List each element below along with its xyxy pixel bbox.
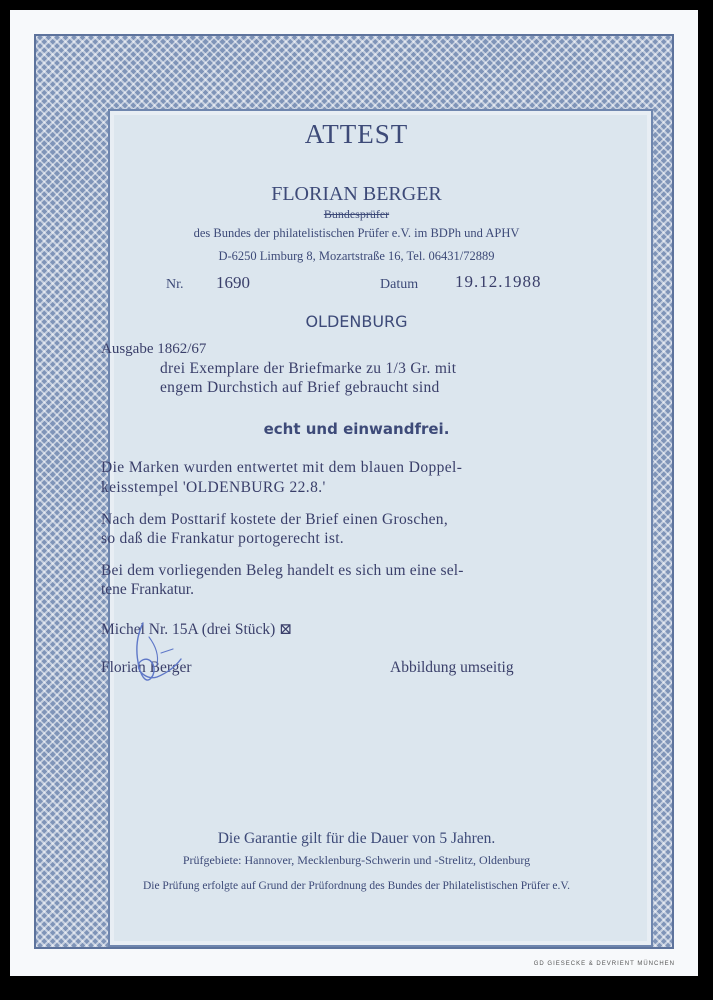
abbildung-note: Abbildung umseitig — [390, 659, 514, 676]
verdict: echt und einwandfrei. — [263, 420, 450, 438]
body-line-2: engem Durchstich auf Brief gebraucht sind — [160, 379, 440, 396]
nr-label: Nr. — [166, 277, 184, 292]
examiner-role: Bundesprüfer — [323, 207, 390, 221]
examiner-address: D-6250 Limburg 8, Mozartstraße 16, Tel. 06431/72889 — [218, 249, 495, 263]
pruefordnung-line: Die Prüfung erfolgte auf Grund der Prüfordnung des Bundes der Philatelistischen Prüfer e.V. — [142, 880, 571, 892]
certificate-title: ATTEST — [304, 119, 409, 149]
paragraph-3a: Bei dem vorliegenden Beleg handelt es sich um eine sel- — [101, 562, 464, 579]
guarantee-line: Die Garantie gilt für die Dauer von 5 Jahren. — [217, 830, 496, 847]
area-heading: OLDENBURG — [305, 312, 408, 331]
examiner-society: des Bundes der philatelistischen Prüfer e.V. im BDPh und APHV — [193, 226, 520, 240]
datum-label: Datum — [380, 277, 419, 292]
paragraph-2a: Nach dem Posttarif kostete der Brief einen Groschen, — [101, 511, 449, 528]
handwritten-signature — [115, 615, 205, 695]
paragraph-1b: keisstempel 'OLDENBURG 22.8.' — [101, 479, 326, 496]
body-line-1: drei Exemplare der Briefmarke zu 1/3 Gr. mit — [160, 360, 457, 377]
paragraph-3b: tene Frankatur. — [101, 581, 194, 598]
paragraph-2b: so daß die Frankatur portogerecht ist. — [101, 530, 344, 547]
michel-catalog-line: Michel Nr. 15A (drei Stück) ⊠ — [101, 621, 293, 638]
pruefgebiete-line: Prüfgebiete: Hannover, Mecklenburg-Schwerin und -Strelitz, Oldenburg — [182, 853, 531, 867]
examiner-name: FLORIAN BERGER — [271, 183, 442, 205]
nr-value: 1690 — [216, 273, 250, 292]
datum-value: 19.12.1988 — [455, 272, 542, 291]
paragraph-1a: Die Marken wurden entwertet mit dem blauen Doppel- — [101, 459, 463, 476]
printer-mark: GD GIESECKE & DEVRIENT MÜNCHEN — [533, 961, 675, 967]
signature-name: Florian Berger — [101, 659, 192, 676]
ausgabe-line: Ausgabe 1862/67 — [101, 341, 207, 357]
